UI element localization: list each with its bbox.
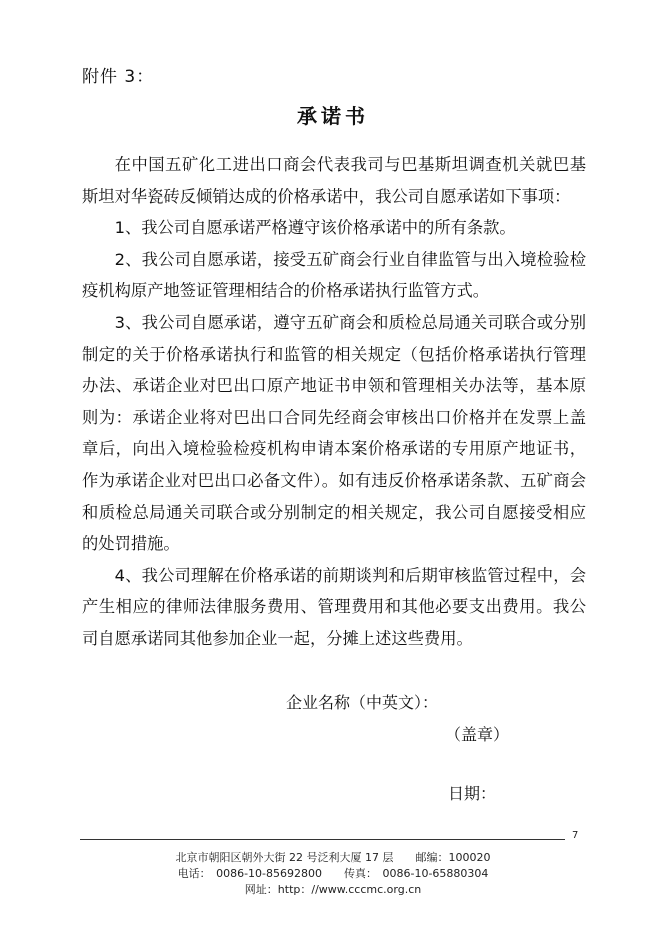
footer-website: 网址：http：//www.cccmc.org.cn xyxy=(244,883,422,896)
paragraph-item-3: 3、我公司自愿承诺，遵守五矿商会和质检总局通关司联合或分别制定的关于价格承诺执行和监管的相关规定（包括价格承诺执行管理办法、承诺企业对巴出口原产地证书申领和管理相关办法等，基本原则为：承诺企业将对巴出口合同先经商会审核出口价格并在发票上盖章后，向出入境检验检疫机构申请本案价格承诺的专用原产地证书，作为承诺企业对巴出口必备文件）。如有违反价格承诺条款、五矿商会和质检总局通关司联合或分别制定的相关规定，我公司自愿接受相应的处罚措施。 xyxy=(82,312,586,554)
paragraph-item-1: 1、我公司自愿承诺严格遵守该价格承诺中的所有条款。 xyxy=(114,218,516,238)
page-title: 承诺书 xyxy=(297,104,369,128)
footer-divider xyxy=(80,839,565,840)
paragraph-intro: 在中国五矿化工进出口商会代表我司与巴基斯坦调查机关就巴基斯坦对华瓷砖反倾销达成的价格承诺中，我公司自愿承诺如下事项： xyxy=(82,155,586,206)
date-label: 日期： xyxy=(448,784,497,803)
page-number: 7 xyxy=(572,830,579,841)
paragraph-item-2: 2、我公司自愿承诺，接受五矿商会行业自律监管与出入境检验检疫机构原产地签证管理相结合的价格承诺执行监管方式。 xyxy=(82,249,586,301)
document-body xyxy=(82,149,586,655)
footer xyxy=(0,850,666,898)
seal-label: （盖章） xyxy=(445,725,510,744)
attachment-label: 附件 3： xyxy=(82,67,155,87)
paragraph-item-4: 4、我公司理解在价格承诺的前期谈判和后期审核监管过程中，会产生相应的律师法律服务费用、管理费用和其他必要支出费用。我公司自愿承诺同其他参加企业一起，分摊上述这些费用。 xyxy=(82,565,586,648)
footer-address: 北京市朝阳区朝外大街 22 号泛利大厦 17 层 邮编：100020 xyxy=(175,851,491,864)
footer-phone-fax: 电话： 0086-10-85692800 传真： 0086-10-65880304 xyxy=(177,867,489,880)
company-name-label: 企业名称（中英文）： xyxy=(286,693,439,712)
